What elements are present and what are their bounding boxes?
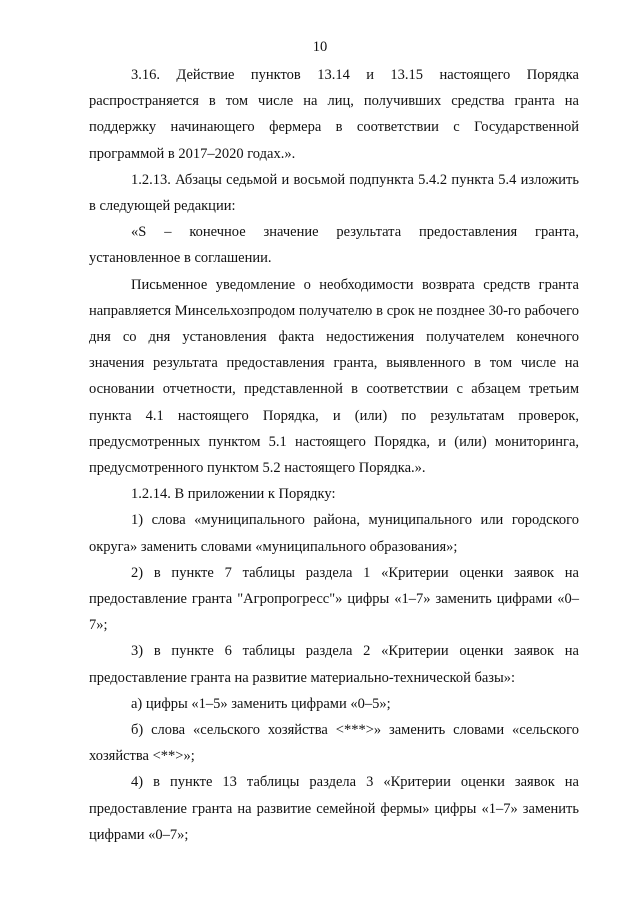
paragraph-item-3: 3) в пункте 6 таблицы раздела 2 «Критерии оценки заявок на предоставление гранта на развитие материально-технической базы»: (89, 643, 579, 686)
paragraph-item-3b: б) слова «сельского хозяйства <***>» заменить словами «сельского хозяйства <**>»; (89, 722, 579, 765)
paragraph-3-16: 3.16. Действие пунктов 13.14 и 13.15 настоящего Порядка распространяется в том числе на лиц, получивших средства гранта на поддержку начинающего фермера в соответствии с Государственной программой в 2017–2020 годах.». (89, 67, 579, 162)
paragraph-item-2: 2) в пункте 7 таблицы раздела 1 «Критерии оценки заявок на предоставление гранта "Агропрогресс"» цифры «1–7» заменить цифрами «0–7»; (89, 564, 579, 634)
paragraph-s-definition: «S – конечное значение результата предоставления гранта, установленное в соглашении. (89, 224, 579, 267)
paragraph-item-3a: а) цифры «1–5» заменить цифрами «0–5»; (131, 695, 391, 712)
page-number: 10 (312, 39, 328, 55)
paragraph-1-2-13: 1.2.13. Абзацы седьмой и восьмой подпункта 5.4.2 пункта 5.4 изложить в следующей редакции: (89, 171, 579, 215)
paragraph-1-2-14: 1.2.14. В приложении к Порядку: (131, 486, 336, 503)
paragraph-item-4: 4) в пункте 13 таблицы раздела 3 «Критерии оценки заявок на предоставление гранта на развитие семейной фермы» цифры «1–7» заменить цифрами «0–7»; (89, 774, 579, 843)
paragraph-item-1: 1) слова «муниципального района, муниципального или городского округа» заменить словами «муниципального образования»; (89, 512, 579, 555)
document-body (89, 62, 579, 848)
paragraph-notification: Письменное уведомление о необходимости возврата средств гранта направляется Минсельхозпродом получателю в срок не позднее 30-го рабочего дня со дня установления факта недостижения получателем конечного значения результата предоставления гранта, выявленного в том числе на основании отчетности, представленной в соответствии с абзацем третьим пункта 4.1 настоящего Порядка, и (или) по результатам проверок, предусмотренных пунктом 5.1 настоящего Порядка, и (или) мониторинга, предусмотренного пунктом 5.2 настоящего Порядка.». (89, 276, 579, 477)
